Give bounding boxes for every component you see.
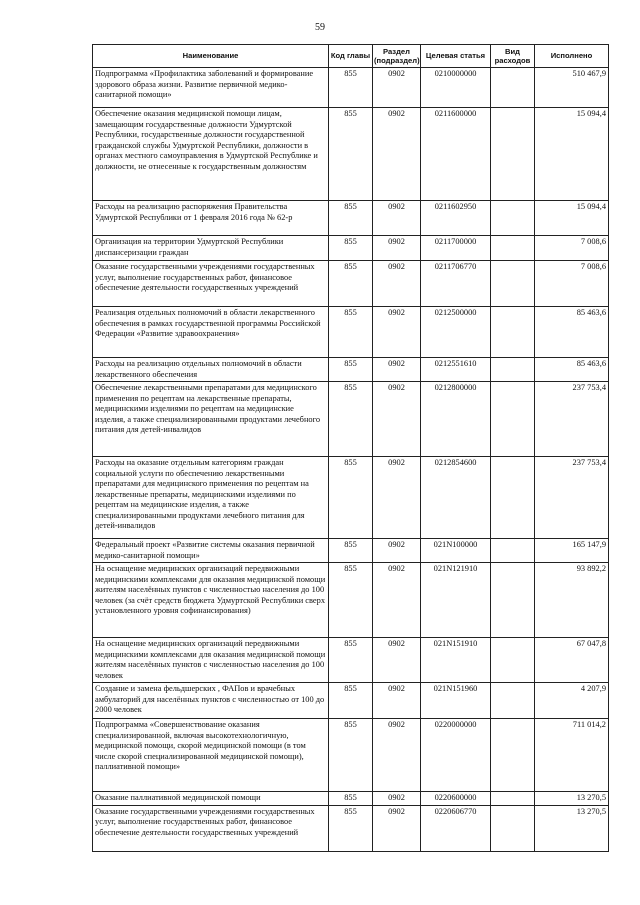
row-code: 855 xyxy=(329,683,373,719)
row-target: 0220000000 xyxy=(421,719,491,792)
table-row xyxy=(93,382,609,457)
row-executed: 67 047,8 xyxy=(535,638,609,683)
row-target: 0211602950 xyxy=(421,201,491,236)
row-target: 021N100000 xyxy=(421,539,491,563)
table-row xyxy=(93,68,609,108)
row-type xyxy=(491,638,535,683)
row-type xyxy=(491,457,535,539)
row-name: Оказание паллиативной медицинской помощи xyxy=(93,792,329,806)
row-section: 0902 xyxy=(373,563,421,638)
row-name: Расходы на оказание отдельным категориям граждан социальной услуги по обеспечению лекарственными препаратами для медицинского применения по рецептам на лекарственные препараты, медицинскими изделиями по рецептам на медицинские изделия, а также специализированными продуктами лечебного питания для детей-инвалидов xyxy=(93,457,329,539)
row-type xyxy=(491,68,535,108)
row-section: 0902 xyxy=(373,236,421,261)
row-type xyxy=(491,108,535,201)
row-name: Организация на территории Удмуртской Республики диспансеризации граждан xyxy=(93,236,329,261)
row-section: 0902 xyxy=(373,108,421,201)
row-target: 0212854600 xyxy=(421,457,491,539)
row-code: 855 xyxy=(329,792,373,806)
page-number: 59 xyxy=(315,22,325,33)
row-code: 855 xyxy=(329,68,373,108)
table-row xyxy=(93,457,609,539)
row-code: 855 xyxy=(329,805,373,851)
table-header-row xyxy=(93,45,609,68)
row-type xyxy=(491,358,535,382)
table-row xyxy=(93,261,609,307)
row-name: Подпрограмма «Профилактика заболеваний и формирование здорового образа жизни. Развитие первичной медико-санитарной помощи» xyxy=(93,68,329,108)
row-name: Федеральный проект «Развитие системы оказания первичной медико-санитарной помощи» xyxy=(93,539,329,563)
table-row xyxy=(93,792,609,806)
row-target: 0212800000 xyxy=(421,382,491,457)
row-target: 0210000000 xyxy=(421,68,491,108)
row-name: На оснащение медицинских организаций передвижными медицинскими комплексами для оказания медицинской помощи жителям населённых пунктов с численностью населения до 100 человек (за счёт средств бюджета Удмуртской Республики сверх установленного уровня софинансирования) xyxy=(93,563,329,638)
row-executed: 85 463,6 xyxy=(535,307,609,358)
row-section: 0902 xyxy=(373,382,421,457)
row-name: Подпрограмма «Совершенствование оказания специализированной, включая высокотехнологичную, медицинской помощи, скорой медицинской помощи (в том числе скорой специализированной медицинской помощи), паллиативной помощи» xyxy=(93,719,329,792)
row-type xyxy=(491,539,535,563)
row-target: 021N151910 xyxy=(421,638,491,683)
row-executed: 4 207,9 xyxy=(535,683,609,719)
header-section: Раздел (подраздел) xyxy=(373,45,421,68)
row-target: 0211600000 xyxy=(421,108,491,201)
row-name: Расходы на реализацию распоряжения Правительства Удмуртской Республики от 1 февраля 2016 года № 62-р xyxy=(93,201,329,236)
row-type xyxy=(491,201,535,236)
row-executed: 15 094,4 xyxy=(535,108,609,201)
row-executed: 711 014,2 xyxy=(535,719,609,792)
row-type xyxy=(491,792,535,806)
row-target: 0212500000 xyxy=(421,307,491,358)
table-row xyxy=(93,563,609,638)
row-section: 0902 xyxy=(373,307,421,358)
row-code: 855 xyxy=(329,201,373,236)
row-section: 0902 xyxy=(373,805,421,851)
header-code: Код главы xyxy=(329,45,373,68)
row-section: 0902 xyxy=(373,68,421,108)
row-executed: 93 892,2 xyxy=(535,563,609,638)
row-target: 0211706770 xyxy=(421,261,491,307)
row-executed: 7 008,6 xyxy=(535,261,609,307)
row-executed: 165 147,9 xyxy=(535,539,609,563)
row-name: Расходы на реализацию отдельных полномочий в области лекарственного обеспечения xyxy=(93,358,329,382)
row-target: 0220606770 xyxy=(421,805,491,851)
table-row xyxy=(93,236,609,261)
row-type xyxy=(491,805,535,851)
row-code: 855 xyxy=(329,638,373,683)
table-row xyxy=(93,805,609,851)
row-code: 855 xyxy=(329,108,373,201)
row-executed: 237 753,4 xyxy=(535,382,609,457)
table-row xyxy=(93,638,609,683)
row-code: 855 xyxy=(329,358,373,382)
row-code: 855 xyxy=(329,719,373,792)
row-type xyxy=(491,382,535,457)
row-type xyxy=(491,719,535,792)
row-section: 0902 xyxy=(373,683,421,719)
budget-table xyxy=(92,44,609,852)
row-type xyxy=(491,307,535,358)
header-executed: Исполнено xyxy=(535,45,609,68)
row-executed: 15 094,4 xyxy=(535,201,609,236)
row-name: Обеспечение оказания медицинской помощи лицам, замещающим государственные должности Удмуртской Республики, государственные должности государственной гражданской службы Удмуртской Республики, должности в органах местного самоуправления в Удмуртской Республике и должности, не отнесенные к государственным должностям xyxy=(93,108,329,201)
row-name: На оснащение медицинских организаций передвижными медицинскими комплексами для оказания медицинской помощи жителям населённых пунктов с численностью населения до 100 человек xyxy=(93,638,329,683)
header-target: Целевая статья xyxy=(421,45,491,68)
row-code: 855 xyxy=(329,539,373,563)
row-type xyxy=(491,236,535,261)
row-code: 855 xyxy=(329,261,373,307)
header-name: Наименование xyxy=(93,45,329,68)
table-row xyxy=(93,307,609,358)
row-type xyxy=(491,683,535,719)
row-executed: 510 467,9 xyxy=(535,68,609,108)
header-type: Вид расходов xyxy=(491,45,535,68)
row-code: 855 xyxy=(329,236,373,261)
row-section: 0902 xyxy=(373,201,421,236)
row-code: 855 xyxy=(329,307,373,358)
row-target: 0211700000 xyxy=(421,236,491,261)
table-row xyxy=(93,201,609,236)
row-section: 0902 xyxy=(373,638,421,683)
row-name: Реализация отдельных полномочий в области лекарственного обеспечения в рамках государственной программы Российской Федерации «Развитие здравоохранения» xyxy=(93,307,329,358)
row-target: 021N121910 xyxy=(421,563,491,638)
row-executed: 13 270,5 xyxy=(535,792,609,806)
row-type xyxy=(491,261,535,307)
table-row xyxy=(93,358,609,382)
row-section: 0902 xyxy=(373,792,421,806)
row-code: 855 xyxy=(329,457,373,539)
row-executed: 85 463,6 xyxy=(535,358,609,382)
table-row xyxy=(93,539,609,563)
row-code: 855 xyxy=(329,563,373,638)
row-section: 0902 xyxy=(373,457,421,539)
row-code: 855 xyxy=(329,382,373,457)
row-name: Оказание государственными учреждениями государственных услуг, выполнение государственных работ, финансовое обеспечение деятельности государственных учреждений xyxy=(93,261,329,307)
row-section: 0902 xyxy=(373,539,421,563)
table-row xyxy=(93,683,609,719)
row-name: Создание и замена фельдшерских , ФАПов и врачебных амбулаторий для населённых пунктов с численностью от 100 до 2000 человек xyxy=(93,683,329,719)
row-name: Обеспечение лекарственными препаратами для медицинского применения по рецептам на лекарственные препараты, медицинскими изделиями по рецептам на медицинские изделия, а также специализированными продуктами лечебного питания для детей-инвалидов xyxy=(93,382,329,457)
row-type xyxy=(491,563,535,638)
row-executed: 237 753,4 xyxy=(535,457,609,539)
row-section: 0902 xyxy=(373,261,421,307)
table-row xyxy=(93,719,609,792)
row-executed: 7 008,6 xyxy=(535,236,609,261)
row-section: 0902 xyxy=(373,719,421,792)
row-target: 0212551610 xyxy=(421,358,491,382)
row-target: 0220600000 xyxy=(421,792,491,806)
row-name: Оказание государственными учреждениями государственных услуг, выполнение государственных работ, финансовое обеспечение деятельности государственных учреждений xyxy=(93,805,329,851)
row-executed: 13 270,5 xyxy=(535,805,609,851)
table-row xyxy=(93,108,609,201)
row-section: 0902 xyxy=(373,358,421,382)
row-target: 021N151960 xyxy=(421,683,491,719)
